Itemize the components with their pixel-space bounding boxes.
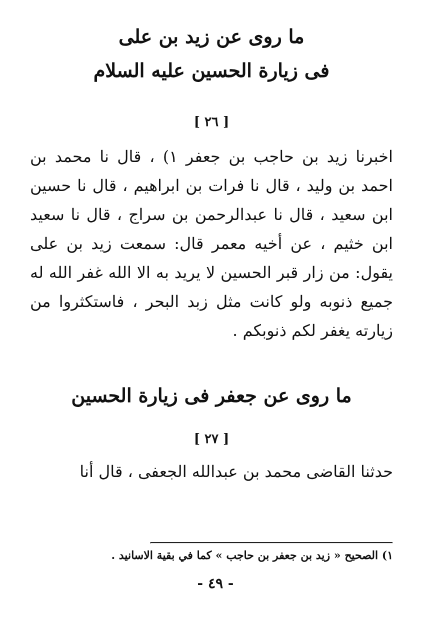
page-number: - ٤٩ - <box>197 576 234 592</box>
section-zaid-ibn-ali <box>30 20 393 345</box>
section-title-line-2: فى زيارة الحسين عليه السلام <box>93 60 330 82</box>
section-title-line-1: ما روى عن زيد بن على <box>118 26 305 48</box>
hadith-text: اخبرنا زيد بن حاجب بن جعفر ١) ، قال نا محمد بن احمد بن وليد ، قال نا فرات بن ابراهيم ، قال نا حسين ابن سعيد ، قال نا عبدالرحمن بن سراج ، قال نا سعيد ابن خثيم ، عن أخيه معمر قال: سمعت زيد بن على يقول: من زار قبر الحسين لا يريد به الا الله غفر الله له جميع ذنوبه ولو كانت مثل زبد البحر ، فاستكثروا من زيارته يغفر لكم ذنوبكم . <box>30 147 394 340</box>
hadith-text: حدثنا القاضى محمد بن عبدالله الجعفى ، قال أنا <box>79 462 393 481</box>
section-title <box>30 20 393 88</box>
section-title: ما روى عن جعفر فى زيارة الحسين <box>71 385 352 407</box>
footnote: ١) الصحيح « زيد بن جعفر بن حاجب » كما في بقية الاسانيد . <box>111 549 393 562</box>
section-jafar <box>30 379 393 486</box>
hadith-number: [ ٢٦ ] <box>193 115 230 130</box>
hadith-number: [ ٢٧ ] <box>193 432 230 447</box>
footnote-divider <box>150 542 393 544</box>
